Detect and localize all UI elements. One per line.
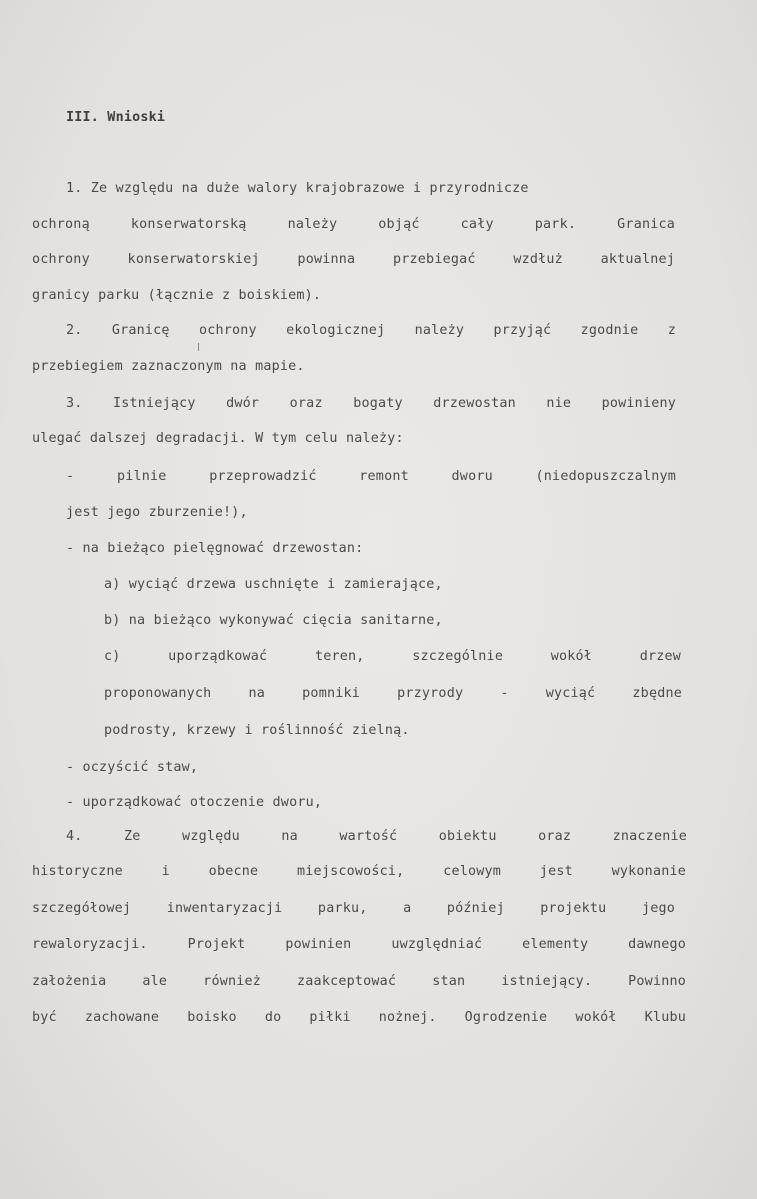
- text-line-10: jest jego zburzenie!),: [66, 505, 248, 520]
- text-line-19: 4. Ze względu na wartość obiektu oraz znaczenie: [66, 829, 687, 844]
- text-line-5: 2. Granicę ochrony ekologicznej należy przyjąć zgodnie z: [66, 323, 676, 338]
- text-line-1: 1. Ze względu na duże walory krajobrazowe i przyrodnicze: [66, 181, 529, 196]
- text-line-8: ulegać dalszej degradacji. W tym celu należy:: [32, 431, 404, 446]
- text-line-20: historyczne i obecne miejscowości, celowym jest wykonanie: [32, 864, 686, 879]
- text-line-21: szczegółowej inwentaryzacji parku, a później projektu jego: [32, 901, 675, 916]
- text-line-16: podrosty, krzewy i roślinność zielną.: [104, 723, 410, 738]
- text-line-4: granicy parku (łącznie z boiskiem).: [32, 288, 322, 303]
- text-line-24: być zachowane boisko do piłki nożnej. Ogrodzenie wokół Klubu: [32, 1010, 686, 1025]
- text-line-6: przebiegiem zaznaczonym na mapie.: [32, 359, 305, 374]
- text-line-15: proponowanych na pomniki przyrody - wyciąć zbędne: [104, 686, 682, 701]
- text-line-17: - oczyścić staw,: [66, 760, 199, 775]
- text-line-22: rewaloryzacji. Projekt powinien uwzględniać elementy dawnego: [32, 937, 686, 952]
- text-line-12: a) wyciąć drzewa uschnięte i zamierające,: [104, 577, 443, 592]
- text-line-11: - na bieżąco pielęgnować drzewostan:: [66, 541, 364, 556]
- text-line-13: b) na bieżąco wykonywać cięcia sanitarne,: [104, 613, 443, 628]
- text-line-18: - uporządkować otoczenie dworu,: [66, 795, 323, 810]
- text-line-14: c) uporządkować teren, szczególnie wokół drzew: [104, 649, 681, 664]
- pen-mark: [198, 343, 199, 351]
- text-line-2: ochroną konserwatorską należy objąć cały park. Granica: [32, 217, 675, 232]
- text-line-23: założenia ale również zaakceptować stan istniejący. Powinno: [32, 974, 686, 989]
- text-line-9: - pilnie przeprowadzić remont dworu (niedopuszczalnym: [66, 469, 676, 484]
- text-line-3: ochrony konserwatorskiej powinna przebiegać wzdłuż aktualnej: [32, 252, 675, 267]
- section-heading: III. Wnioski: [66, 110, 166, 125]
- text-line-7: 3. Istniejący dwór oraz bogaty drzewostan nie powinieny: [66, 396, 676, 411]
